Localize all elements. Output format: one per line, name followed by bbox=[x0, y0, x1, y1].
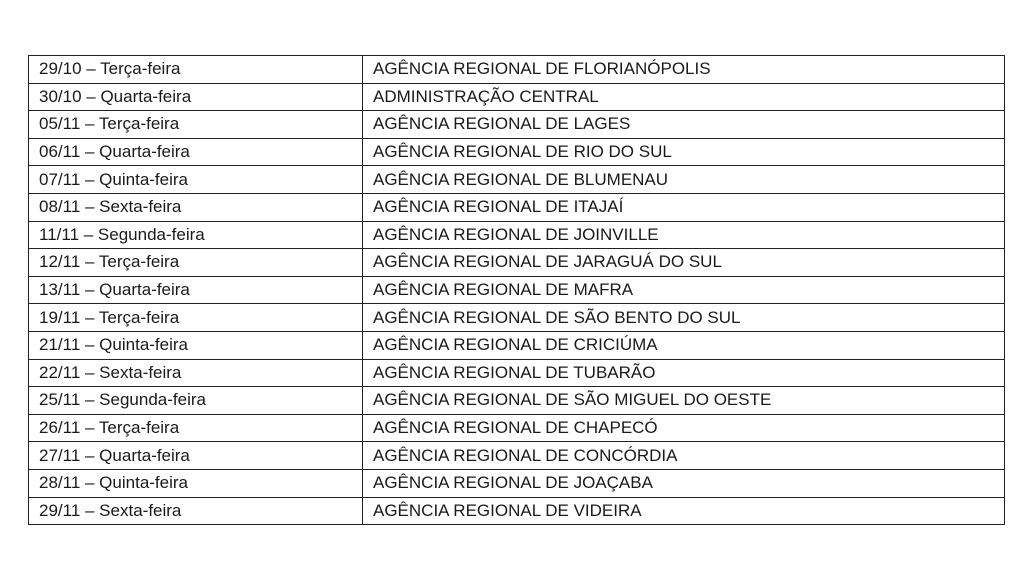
agency-cell: AGÊNCIA REGIONAL DE SÃO BENTO DO SUL bbox=[363, 304, 1005, 332]
date-cell: 30/10 – Quarta-feira bbox=[29, 83, 363, 111]
date-cell: 28/11 – Quinta-feira bbox=[29, 469, 363, 497]
agency-cell: AGÊNCIA REGIONAL DE VIDEIRA bbox=[363, 497, 1005, 525]
table-row bbox=[29, 111, 1005, 139]
table-row bbox=[29, 442, 1005, 470]
agency-cell: AGÊNCIA REGIONAL DE SÃO MIGUEL DO OESTE bbox=[363, 387, 1005, 415]
table-row bbox=[29, 497, 1005, 525]
schedule-table-body bbox=[29, 56, 1005, 525]
date-cell: 21/11 – Quinta-feira bbox=[29, 331, 363, 359]
table-row bbox=[29, 221, 1005, 249]
date-cell: 06/11 – Quarta-feira bbox=[29, 138, 363, 166]
table-row bbox=[29, 138, 1005, 166]
agency-cell: AGÊNCIA REGIONAL DE CHAPECÓ bbox=[363, 414, 1005, 442]
table-row bbox=[29, 304, 1005, 332]
date-cell: 25/11 – Segunda-feira bbox=[29, 387, 363, 415]
table-row bbox=[29, 387, 1005, 415]
table-row bbox=[29, 166, 1005, 194]
agency-cell: AGÊNCIA REGIONAL DE TUBARÃO bbox=[363, 359, 1005, 387]
date-cell: 05/11 – Terça-feira bbox=[29, 111, 363, 139]
date-cell: 26/11 – Terça-feira bbox=[29, 414, 363, 442]
table-row bbox=[29, 414, 1005, 442]
agency-cell: AGÊNCIA REGIONAL DE JOINVILLE bbox=[363, 221, 1005, 249]
date-cell: 19/11 – Terça-feira bbox=[29, 304, 363, 332]
table-row bbox=[29, 276, 1005, 304]
table-row bbox=[29, 331, 1005, 359]
agency-cell: AGÊNCIA REGIONAL DE JARAGUÁ DO SUL bbox=[363, 249, 1005, 277]
agency-cell: AGÊNCIA REGIONAL DE RIO DO SUL bbox=[363, 138, 1005, 166]
date-cell: 08/11 – Sexta-feira bbox=[29, 193, 363, 221]
date-cell: 11/11 – Segunda-feira bbox=[29, 221, 363, 249]
table-row bbox=[29, 83, 1005, 111]
agency-cell: AGÊNCIA REGIONAL DE ITAJAÍ bbox=[363, 193, 1005, 221]
date-cell: 12/11 – Terça-feira bbox=[29, 249, 363, 277]
agency-cell: AGÊNCIA REGIONAL DE CRICIÚMA bbox=[363, 331, 1005, 359]
date-cell: 22/11 – Sexta-feira bbox=[29, 359, 363, 387]
agency-cell: AGÊNCIA REGIONAL DE CONCÓRDIA bbox=[363, 442, 1005, 470]
table-row bbox=[29, 249, 1005, 277]
table-row bbox=[29, 359, 1005, 387]
date-cell: 29/10 – Terça-feira bbox=[29, 56, 363, 84]
date-cell: 13/11 – Quarta-feira bbox=[29, 276, 363, 304]
date-cell: 27/11 – Quarta-feira bbox=[29, 442, 363, 470]
agency-cell: AGÊNCIA REGIONAL DE LAGES bbox=[363, 111, 1005, 139]
table-row bbox=[29, 56, 1005, 84]
table-row bbox=[29, 469, 1005, 497]
agency-cell: AGÊNCIA REGIONAL DE FLORIANÓPOLIS bbox=[363, 56, 1005, 84]
schedule-table bbox=[28, 55, 1005, 525]
agency-cell: ADMINISTRAÇÃO CENTRAL bbox=[363, 83, 1005, 111]
table-row bbox=[29, 193, 1005, 221]
date-cell: 29/11 – Sexta-feira bbox=[29, 497, 363, 525]
agency-cell: AGÊNCIA REGIONAL DE MAFRA bbox=[363, 276, 1005, 304]
agency-cell: AGÊNCIA REGIONAL DE JOAÇABA bbox=[363, 469, 1005, 497]
date-cell: 07/11 – Quinta-feira bbox=[29, 166, 363, 194]
agency-cell: AGÊNCIA REGIONAL DE BLUMENAU bbox=[363, 166, 1005, 194]
